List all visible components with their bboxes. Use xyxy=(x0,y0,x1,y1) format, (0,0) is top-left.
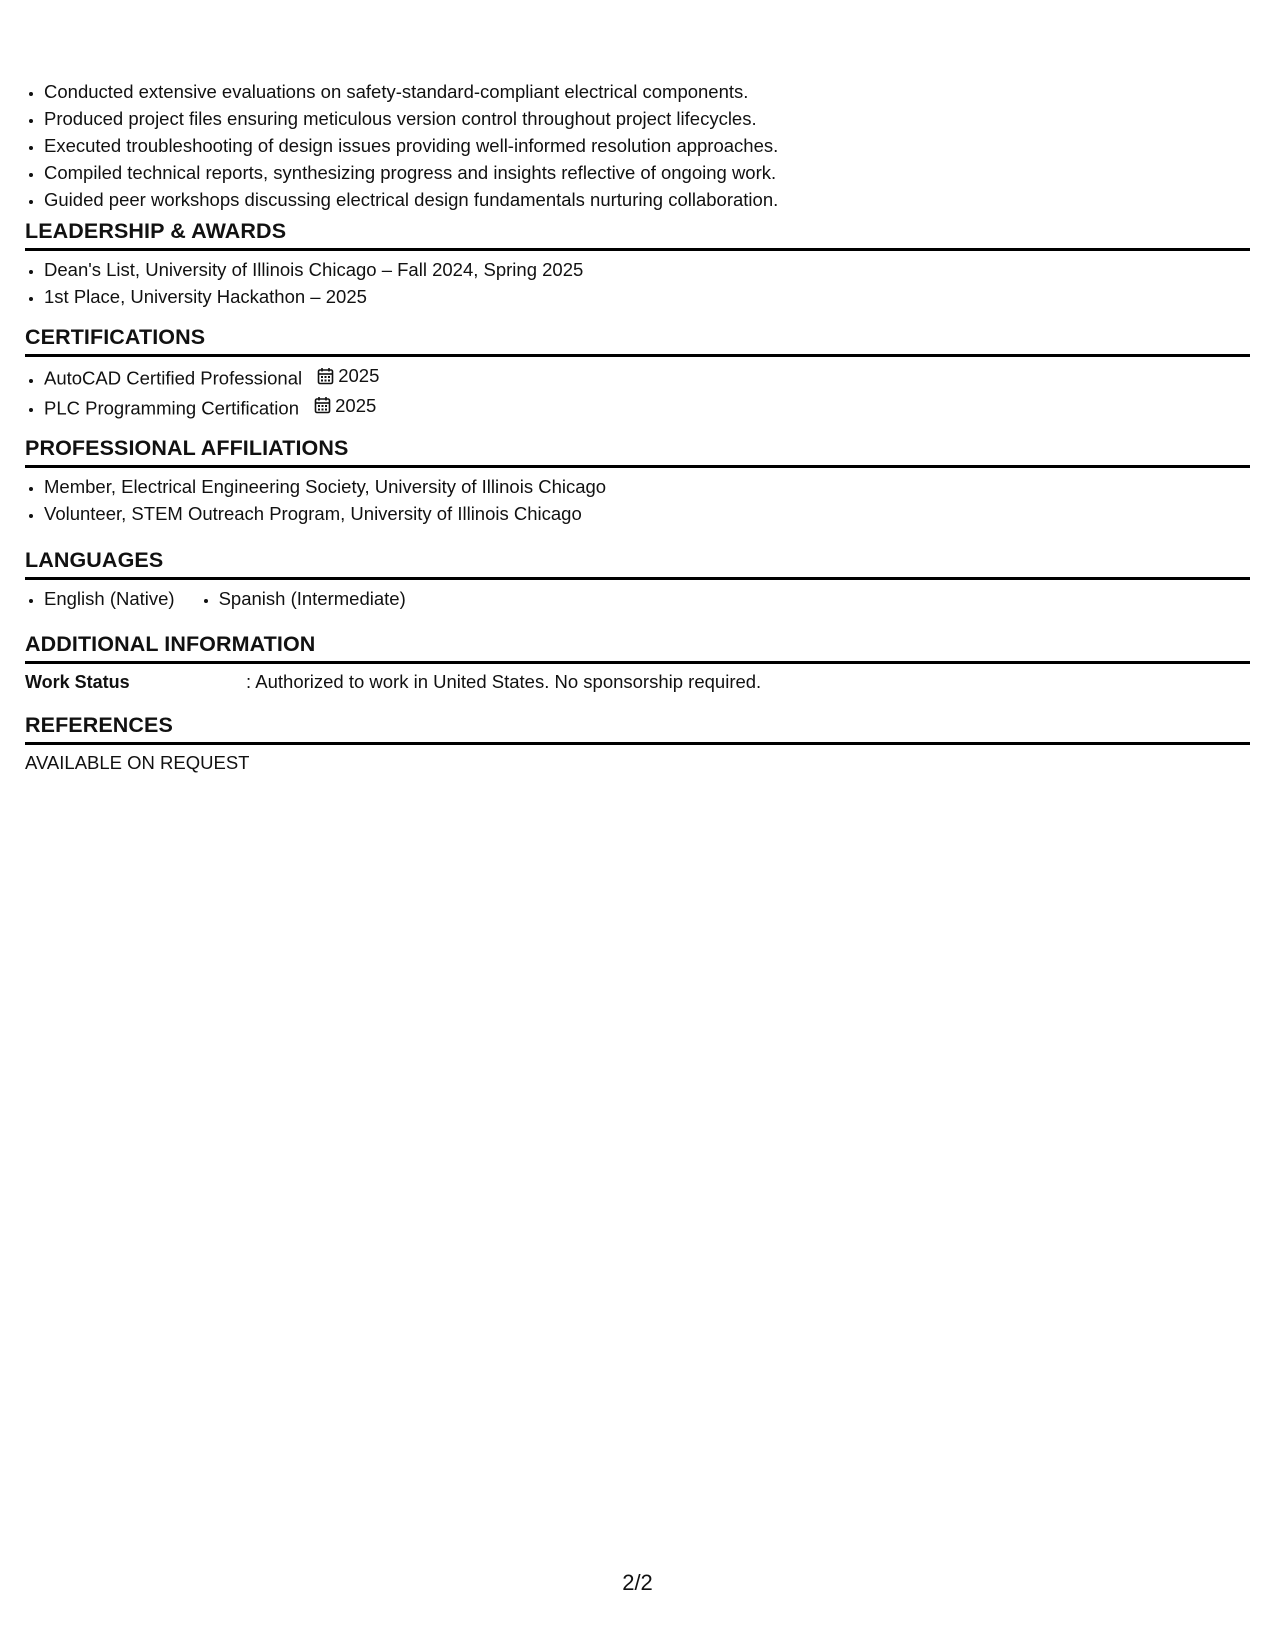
section-title: REFERENCES xyxy=(25,713,173,737)
list-item xyxy=(44,392,1250,422)
references-section xyxy=(25,712,1250,776)
list-item: • Executed troubleshooting of design issues providing well-informed resolution approaches. xyxy=(44,132,778,159)
leadership-section xyxy=(25,218,1250,310)
section-divider xyxy=(25,465,1250,468)
section-divider xyxy=(25,661,1250,664)
certification-name: PLC Programming Certification xyxy=(44,397,299,418)
certification-year: 2025 xyxy=(338,365,380,386)
certifications-section xyxy=(25,324,1250,421)
section-divider xyxy=(25,354,1250,357)
certification-date xyxy=(317,362,379,389)
section-title: PROFESSIONAL AFFILIATIONS xyxy=(25,436,349,460)
list-item: • 1st Place, University Hackathon – 2025 xyxy=(44,283,1250,310)
list-item: • Produced project files ensuring meticulous version control throughout project lifecycles. xyxy=(44,105,778,132)
work-status-row xyxy=(25,669,1250,695)
section-title: CERTIFICATIONS xyxy=(25,325,206,349)
list-item: • English (Native) xyxy=(44,585,175,612)
calendar-icon xyxy=(314,396,331,414)
work-status-value: : Authorized to work in United States. No sponsorship required. xyxy=(246,671,762,692)
affiliations-list xyxy=(25,473,1250,527)
references-text: AVAILABLE ON REQUEST xyxy=(25,752,250,773)
languages-list xyxy=(25,585,1250,612)
experience-bullet-list xyxy=(25,78,778,213)
certification-date xyxy=(314,392,376,419)
list-item: • Conducted extensive evaluations on safety-standard-compliant electrical components. xyxy=(44,78,778,105)
section-title: ADDITIONAL INFORMATION xyxy=(25,632,316,656)
calendar-icon xyxy=(317,367,334,385)
work-status-label: Work Status xyxy=(25,672,130,692)
list-item: • Volunteer, STEM Outreach Program, University of Illinois Chicago xyxy=(44,500,1250,527)
certification-year: 2025 xyxy=(335,394,377,416)
section-title: LANGUAGES xyxy=(25,548,164,572)
certifications-list xyxy=(25,362,1250,421)
list-item: • Spanish (Intermediate) xyxy=(219,585,406,612)
additional-info-section xyxy=(25,631,1250,695)
resume-page xyxy=(25,0,1250,1650)
list-item: • Member, Electrical Engineering Society, University of Illinois Chicago xyxy=(44,473,1250,500)
languages-section xyxy=(25,547,1250,612)
list-item: • Dean's List, University of Illinois Chicago – Fall 2024, Spring 2025 xyxy=(44,256,1250,283)
affiliations-section xyxy=(25,435,1250,527)
certification-name: AutoCAD Certified Professional xyxy=(44,367,303,389)
list-item xyxy=(44,362,1250,392)
list-item: • Guided peer workshops discussing electrical design fundamentals nurturing collaboration. xyxy=(44,186,778,213)
section-divider xyxy=(25,577,1250,580)
leadership-list xyxy=(25,256,1250,310)
section-divider xyxy=(25,742,1250,745)
section-title: LEADERSHIP & AWARDS xyxy=(25,219,287,243)
section-divider xyxy=(25,248,1250,251)
page-number: 2/2 xyxy=(622,1570,653,1595)
list-item: • Compiled technical reports, synthesizing progress and insights reflective of ongoing work. xyxy=(44,159,778,186)
